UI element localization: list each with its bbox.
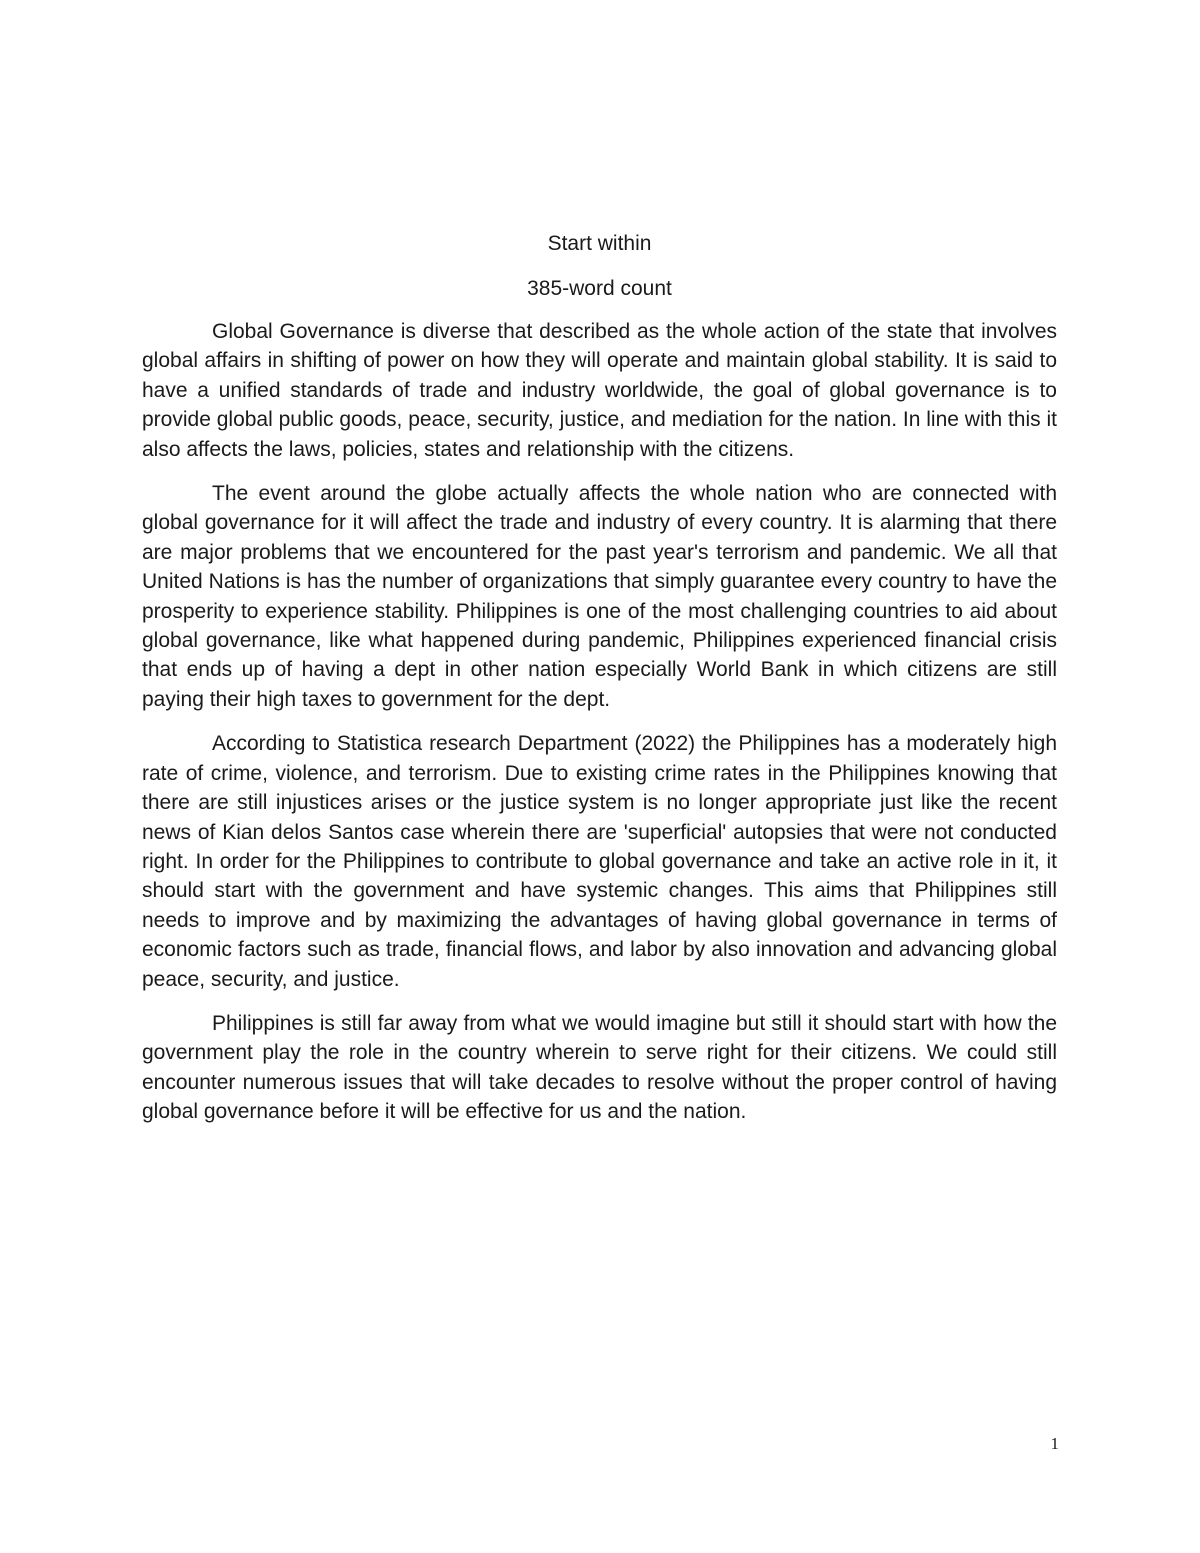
paragraph-3: According to Statistica research Department (2022) the Philippines has a moderately high rate of crime, violence, and terrorism. Due to existing crime rates in the Philippines knowing that there are still injustices arises or the justice system is no longer appropriate just like the recent news of Kian delos Santos case wherein there are 'superficial' autopsies that were not conducted right. In order for the Philippines to contribute to global governance and take an active role in it, it should start with the government and have systemic changes. This aims that Philippines still needs to improve and by maximizing the advantages of having global governance in terms of economic factors such as trade, financial flows, and labor by also innovation and advancing global peace, security, and justice.	[142, 732, 1057, 991]
document-body	[142, 226, 1057, 1142]
page-number: 1	[1050, 1434, 1059, 1453]
paragraph-4: Philippines is still far away from what we would imagine but still it should start with how the government play the role in the country wherein to serve right for their citizens. We could still encounter numerous issues that will take decades to resolve without the proper control of having global governance before it will be effective for us and the nation.	[142, 1011, 1057, 1124]
word-count-subtitle: 385-word count	[527, 277, 672, 300]
paragraph-2: The event around the globe actually affects the whole nation who are connected with global governance for it will affect the trade and industry of every country. It is alarming that there are major problems that we encountered for the past year's terrorism and pandemic. We all that United Nations is has the number of organizations that simply guarantee every country to have the prosperity to experience stability. Philippines is one of the most challenging countries to aid about global governance, like what happened during pandemic, Philippines experienced financial crisis that ends up of having a dept in other nation especially World Bank in which citizens are still paying their high taxes to government for the dept.	[142, 482, 1057, 711]
paragraph-1: Global Governance is diverse that described as the whole action of the state that involves global affairs in shifting of power on how they will operate and maintain global stability. It is said to have a unified standards of trade and industry worldwide, the goal of global governance is to provide global public goods, peace, security, justice, and mediation for the nation. In line with this it also affects the laws, policies, states and relationship with the citizens.	[142, 320, 1057, 461]
document-title: Start within	[547, 232, 652, 255]
